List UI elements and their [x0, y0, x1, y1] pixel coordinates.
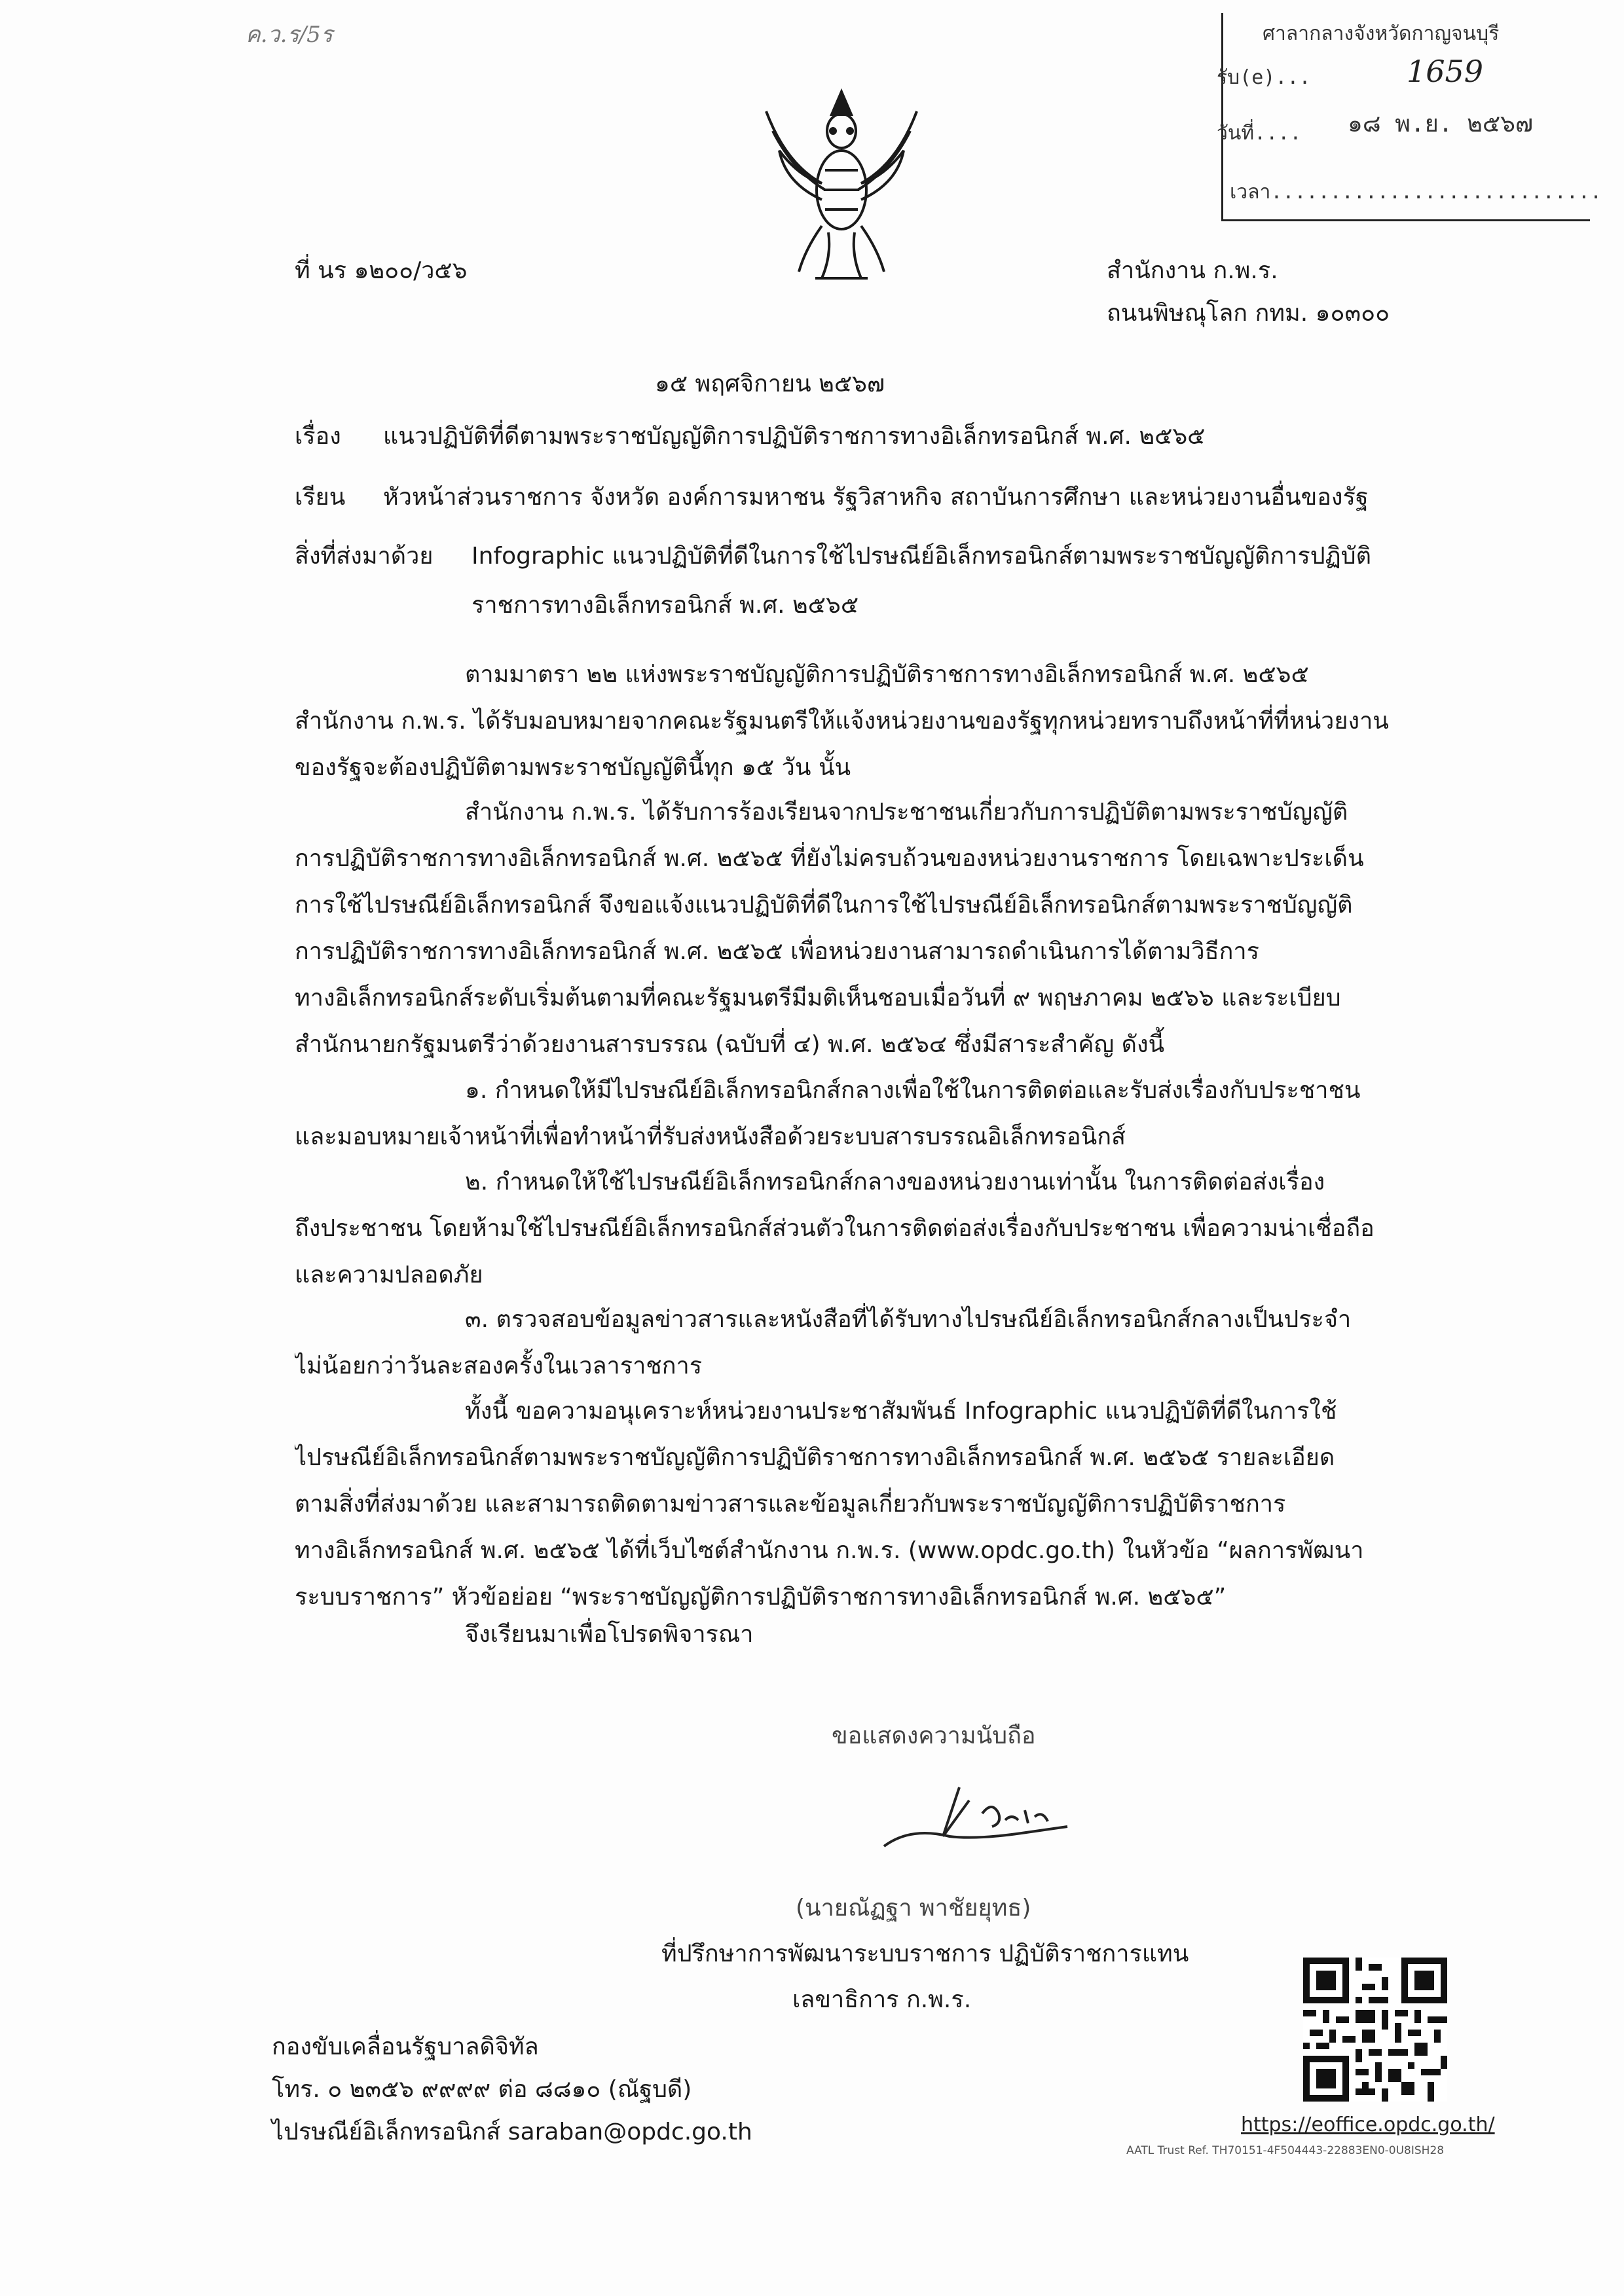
paragraph-line: ตามมาตรา ๒๒ แห่งพระราชบัญญัติการปฏิบัติราชการทางอิเล็กทรอนิกส์ พ.ศ. ๒๕๖๕: [465, 661, 1309, 688]
sender-office: สำนักงาน ก.พ.ร.: [1107, 257, 1278, 284]
stamp-date-label: วันที่....: [1217, 122, 1302, 145]
enclosure-line-2: ราชการทางอิเล็กทรอนิกส์ พ.ศ. ๒๕๖๕: [471, 592, 859, 619]
paragraph-line: ถึงประชาชน โดยห้ามใช้ไปรษณีย์อิเล็กทรอนิกส์ส่วนตัวในการติดต่อส่งเรื่องกับประชาชน เพื่อความน่าเชื่อถือ: [295, 1215, 1375, 1242]
eoffice-link[interactable]: https://eoffice.opdc.go.th/: [1241, 2113, 1495, 2136]
contact-email: ไปรษณีย์อิเล็กทรอนิกส์ saraban@opdc.go.th: [272, 2119, 752, 2145]
signer-name: (นายณัฏฐา พาชัยยุทธ): [796, 1895, 1031, 1922]
signer-on-behalf: เลขาธิการ ก.พ.ร.: [792, 1986, 972, 2013]
qr-code-icon[interactable]: [1303, 1958, 1447, 2102]
stamp-date-value: ๑๘ พ.ย. ๒๕๖๗: [1348, 111, 1534, 137]
subject-text: แนวปฏิบัติที่ดีตามพระราชบัญญัติการปฏิบัติราชการทางอิเล็กทรอนิกส์ พ.ศ. ๒๕๖๕: [383, 423, 1206, 450]
letter-date: ๑๕ พฤศจิกายน ๒๕๖๗: [655, 371, 885, 397]
trust-reference: AATL Trust Ref. TH70151-4F504443-22883EN0-0U8ISH28: [1126, 2144, 1445, 2157]
paragraph-line: ทั้งนี้ ขอความอนุเคราะห์หน่วยงานประชาสัมพันธ์ Infographic แนวปฏิบัติที่ดีในการใช้: [465, 1398, 1337, 1425]
paragraph-line: และมอบหมายเจ้าหน้าที่เพื่อทำหน้าที่รับส่งหนังสือด้วยระบบสารบรรณอิเล็กทรอนิกส์: [295, 1123, 1126, 1150]
paragraph-1: [295, 651, 1447, 791]
paragraph-line: ๑. กำหนดให้มีไปรษณีย์อิเล็กทรอนิกส์กลางเพื่อใช้ในการติดต่อและรับส่งเรื่องกับประชาชน: [465, 1077, 1361, 1104]
paragraph-line: ระบบราชการ” หัวข้อย่อย “พระราชบัญญัติการปฏิบัติราชการทางอิเล็กทรอนิกส์ พ.ศ. ๒๕๖๕”: [295, 1584, 1227, 1611]
paragraph-line: ไม่น้อยกว่าวันละสองครั้งในเวลาราชการ: [295, 1353, 703, 1379]
sign-off: ขอแสดงความนับถือ: [832, 1722, 1036, 1749]
paragraph-line: การใช้ไปรษณีย์อิเล็กทรอนิกส์ จึงขอแจ้งแนวปฏิบัติที่ดีในการใช้ไปรษณีย์อิเล็กทรอนิกส์ตามพระราชบัญญัติ: [295, 892, 1353, 919]
paragraph-line: ตามสิ่งที่ส่งมาด้วย และสามารถติดตามข่าวสารและข้อมูลเกี่ยวกับพระราชบัญญัติการปฏิบัติราชการ: [295, 1491, 1286, 1518]
paragraph-line: ๒. กำหนดให้ใช้ไปรษณีย์อิเล็กทรอนิกส์กลางของหน่วยงานเท่านั้น ในการติดต่อส่งเรื่อง: [465, 1169, 1325, 1195]
stamp-agency: ศาลากลางจังหวัดกาญจนบุรี: [1263, 22, 1500, 45]
paragraph-line: สำนักงาน ก.พ.ร. ได้รับมอบหมายจากคณะรัฐมนตรีให้แจ้งหน่วยงานของรัฐทุกหน่วยทราบถึงหน้าที่ที่หน่วยงาน: [295, 708, 1389, 735]
to-label: เรียน: [295, 484, 346, 511]
paragraph-line: ทางอิเล็กทรอนิกส์ระดับเริ่มต้นตามที่คณะรัฐมนตรีมีมติเห็นชอบเมื่อวันที่ ๙ พฤษภาคม ๒๕๖๖ และระเบียบ: [295, 985, 1341, 1011]
contact-phone: โทร. ๐ ๒๓๕๖ ๙๙๙๙ ต่อ ๘๘๑๐ (ณัฐบดี): [272, 2076, 692, 2103]
receiving-stamp: [1217, 13, 1602, 221]
paragraph-line: การปฏิบัติราชการทางอิเล็กทรอนิกส์ พ.ศ. ๒๕๖๕ เพื่อหน่วยงานสามารถดำเนินการได้ตามวิธีการ: [295, 938, 1259, 965]
garuda-emblem-icon: [760, 85, 923, 288]
subject-label: เรื่อง: [295, 423, 341, 450]
stamp-rec-label: รับ(e)...: [1217, 66, 1311, 89]
paragraph-line: ไปรษณีย์อิเล็กทรอนิกส์ตามพระราชบัญญัติการปฏิบัติราชการทางอิเล็กทรอนิกส์ พ.ศ. ๒๕๖๕ รายละเอียด: [295, 1444, 1335, 1471]
point-1: [295, 1067, 1447, 1160]
corner-mark: ค.ว.ร/5ร: [246, 22, 333, 48]
contact-division: กองขับเคลื่อนรัฐบาลดิจิทัล: [272, 2033, 539, 2060]
paragraph-line: สำนักนายกรัฐมนตรีว่าด้วยงานสารบรรณ (ฉบับที่ ๔) พ.ศ. ๒๕๖๔ ซึ่งมีสาระสำคัญ ดังนี้: [295, 1031, 1165, 1058]
paragraph-line: ของรัฐจะต้องปฏิบัติตามพระราชบัญญัตินี้ทุก ๑๕ วัน นั้น: [295, 754, 851, 781]
signature: [871, 1774, 1107, 1866]
point-2: [295, 1159, 1447, 1298]
paragraph-line: การปฏิบัติราชการทางอิเล็กทรอนิกส์ พ.ศ. ๒๕๖๕ ที่ยังไม่ครบถ้วนของหน่วยงานราชการ โดยเฉพาะประเด็น: [295, 845, 1364, 872]
paragraph-line: ทางอิเล็กทรอนิกส์ พ.ศ. ๒๕๖๕ ได้ที่เว็บไซต์สำนักงาน ก.พ.ร. (www.opdc.go.th) ในหัวข้อ “ผลการพัฒนา: [295, 1537, 1364, 1564]
stamp-time-label: เวลา............................: [1230, 181, 1602, 204]
closing-request: จึงเรียนมาเพื่อโปรดพิจารณา: [465, 1621, 754, 1648]
paragraph-line: สำนักงาน ก.พ.ร. ได้รับการร้องเรียนจากประชาชนเกี่ยวกับการปฏิบัติตามพระราชบัญญัติ: [465, 799, 1348, 826]
stamp-rec-value: 1659: [1407, 54, 1484, 89]
enclosure-label: สิ่งที่ส่งมาด้วย: [295, 543, 434, 570]
paragraph-2: [295, 789, 1447, 1068]
reference-number: ที่ นร ๑๒๐๐/ว๕๖: [295, 257, 468, 284]
signer-position: ที่ปรึกษาการพัฒนาระบบราชการ ปฏิบัติราชการแทน: [661, 1941, 1189, 1967]
paragraph-line: ๓. ตรวจสอบข้อมูลข่าวสารและหนังสือที่ได้รับทางไปรษณีย์อิเล็กทรอนิกส์กลางเป็นประจำ: [465, 1306, 1352, 1333]
sender-address: ถนนพิษณุโลก กทม. ๑๐๓๐๐: [1107, 300, 1390, 327]
to-text: หัวหน้าส่วนราชการ จังหวัด องค์การมหาชน รัฐวิสาหกิจ สถาบันการศึกษา และหน่วยงานอื่นของรัฐ: [383, 484, 1369, 511]
paragraph-3: [295, 1388, 1447, 1620]
enclosure-line-1: Infographic แนวปฏิบัติที่ดีในการใช้ไปรษณีย์อิเล็กทรอนิกส์ตามพระราชบัญญัติการปฏิบัติ: [471, 543, 1371, 570]
paragraph-line: และความปลอดภัย: [295, 1262, 483, 1288]
point-3: [295, 1296, 1447, 1389]
